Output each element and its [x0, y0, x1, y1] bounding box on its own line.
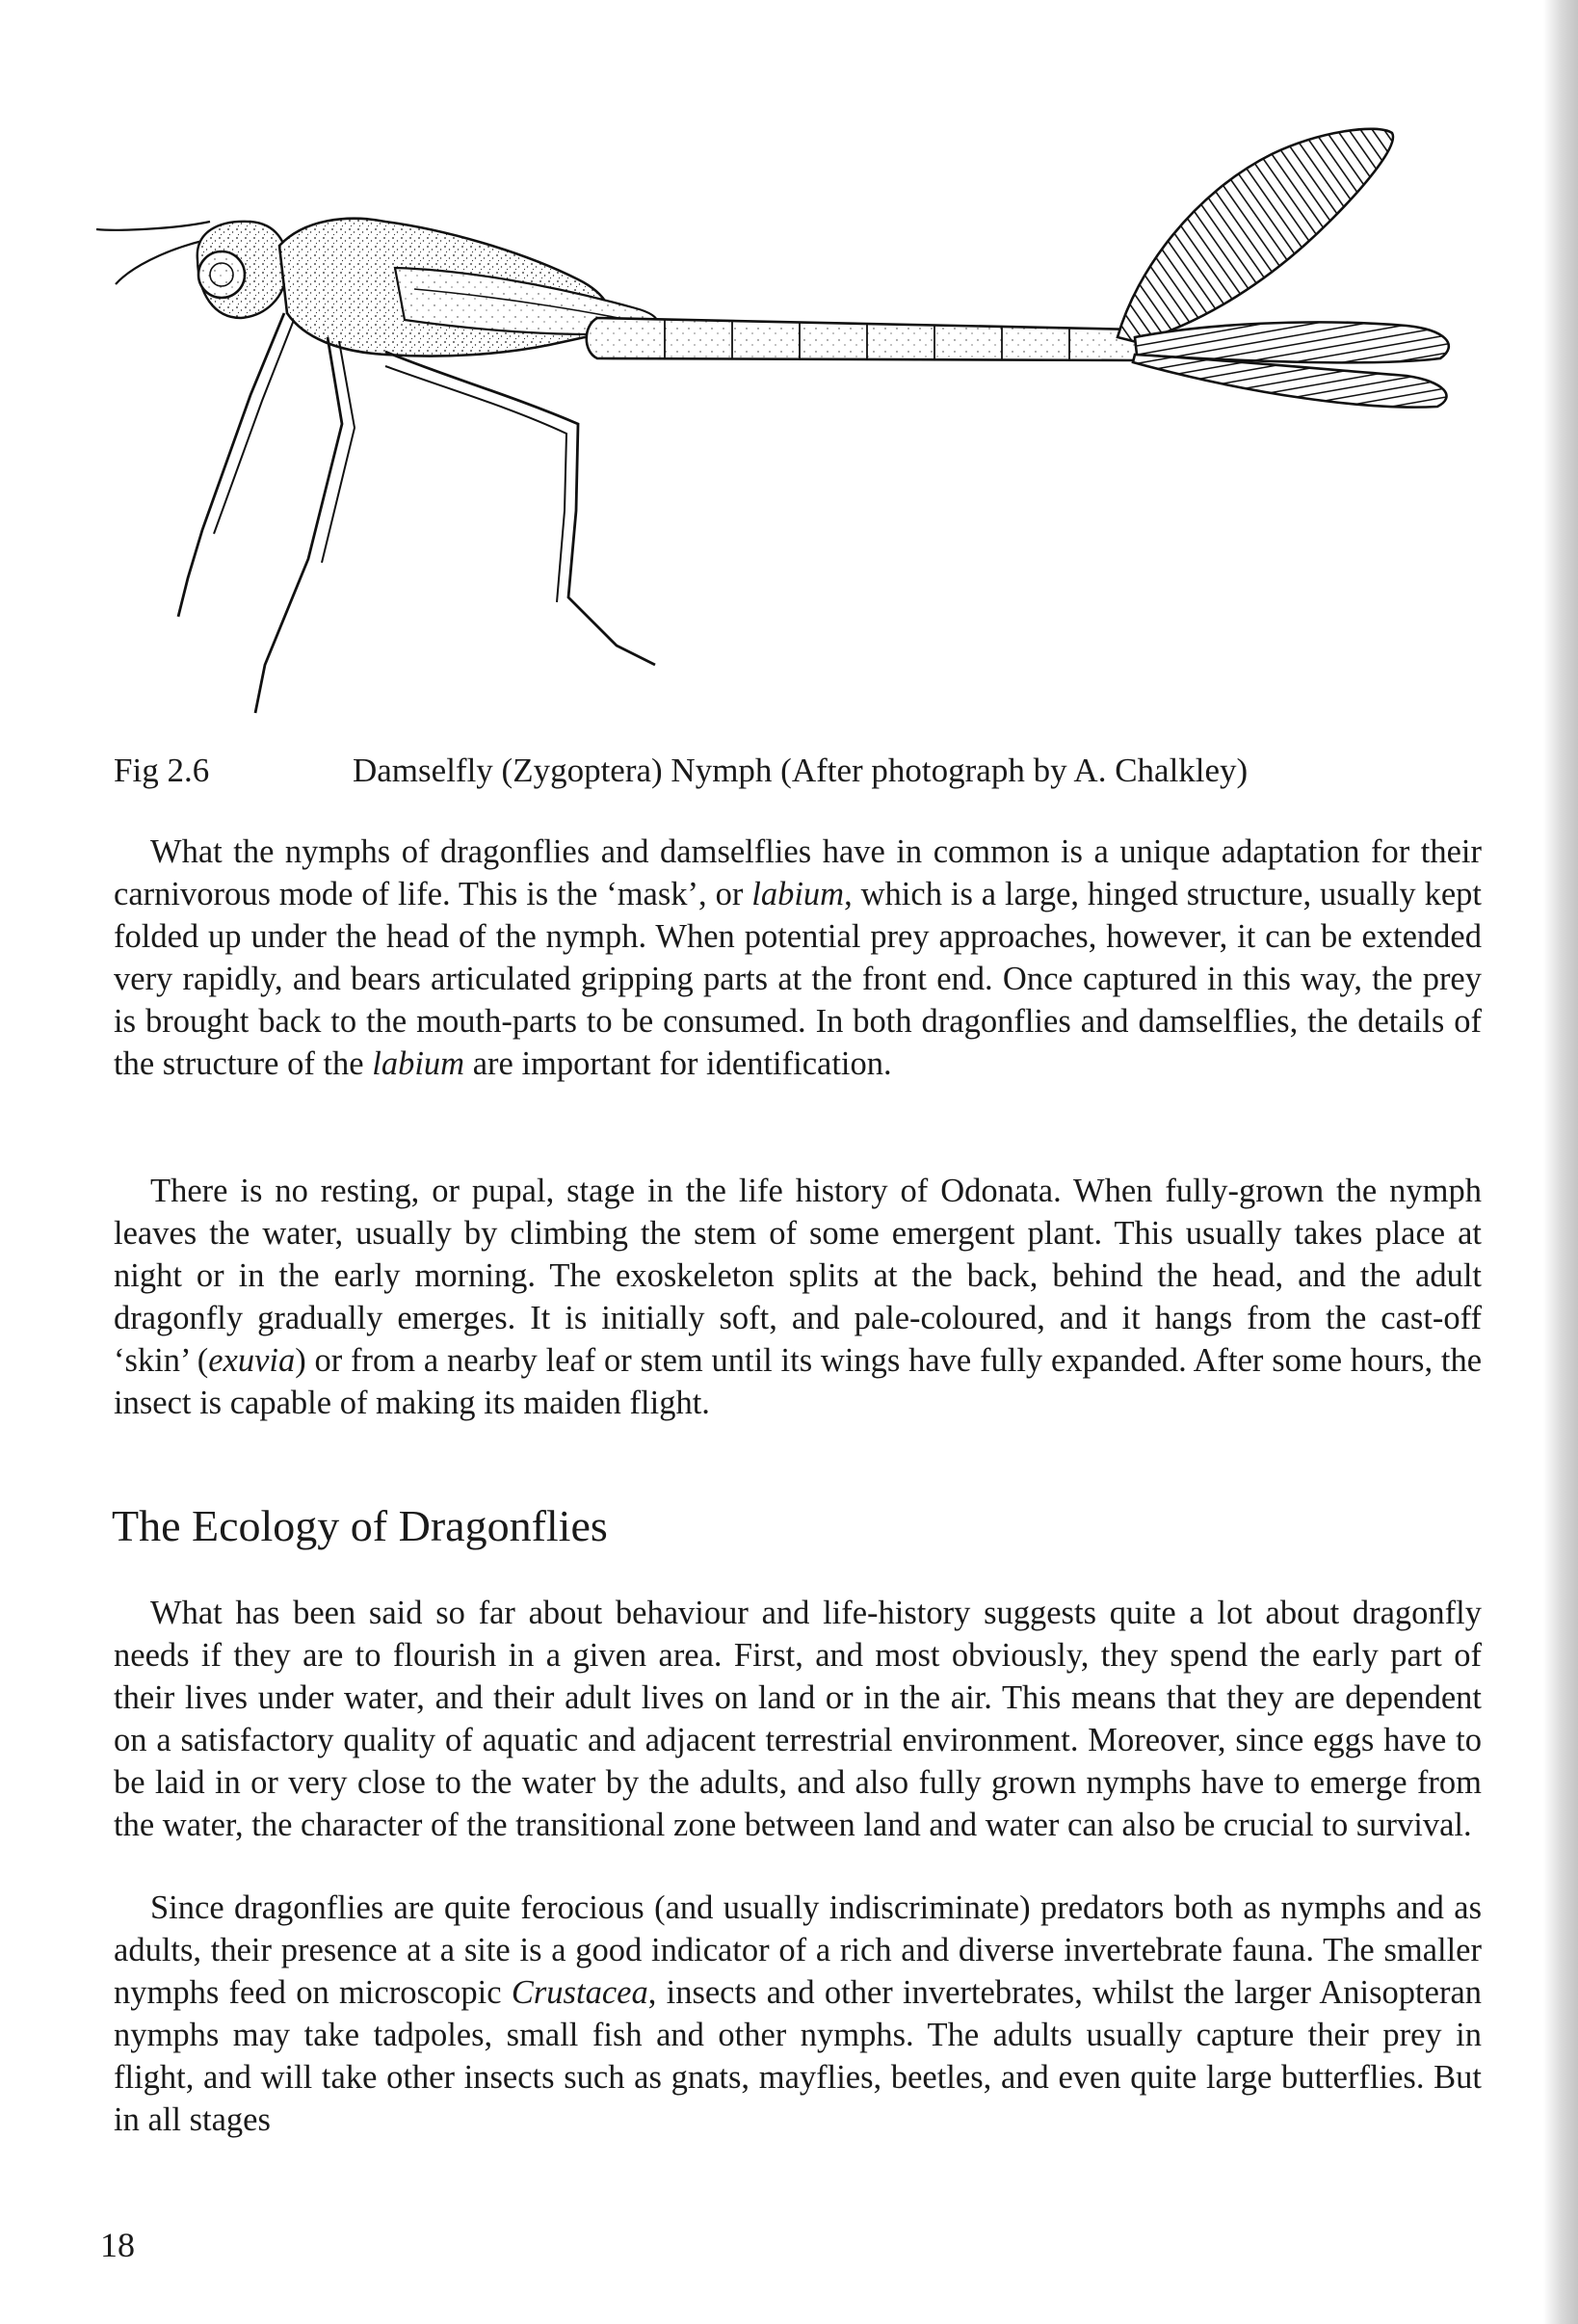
paragraph-ecology-needs: What has been said so far about behaviour and life-history suggests quite a lot about dragonfly needs if they are to flourish in a given area. First, and most obviously, they spend the early part of their lives under water, and their adult lives on land or in the air. This means that they are dependent on a satisfactory quality of aquatic and adjacent terrestrial environment. Moreover, since eggs have to be laid in or very close to the water by the adults, and also fully grown nymphs have to emerge from the water, the character of the transitional zone between land and water can also be crucial to survival.: [114, 1595, 1482, 1843]
italic-term-labium: labium: [751, 876, 845, 912]
page-number: 18: [100, 2226, 135, 2264]
italic-term-exuvia: exuvia: [208, 1342, 296, 1379]
figure-caption: [114, 750, 1462, 792]
figure-label: Fig 2.6: [114, 752, 210, 789]
figure-caption-text: Damselfly (Zygoptera) Nymph (After photograph by A. Chalkley): [353, 752, 1249, 789]
italic-term-crustacea: Crustacea: [511, 1974, 648, 2011]
section-heading: The Ecology of Dragonflies: [112, 1501, 608, 1550]
paragraph-predators: Since dragonflies are quite ferocious (and usually indiscriminate) predators both as nymphs and as adults, their presence at a site is a good indicator of a rich and diverse invertebrate fauna. The smaller nymphs feed on microscopic Crustacea, insects and other invertebrates, whilst the larger Anisopteran nymphs may take tadpoles, small fish and other nymphs. The adults usually capture their prey in flight, and will take other insects such as gnats, mayflies, beetles, and even quite large butterflies. But in all stages: [114, 1889, 1483, 2138]
damselfly-nymph-drawing-icon: [96, 106, 1484, 723]
italic-term-labium: labium: [372, 1045, 465, 1082]
paragraph-emergence: There is no resting, or pupal, stage in the life history of Odonata. When fully-grown the nymph leaves the water, usually by climbing the stem of some emergent plant. This usually takes place at night or in the early morning. The exoskeleton splits at the back, behind the head, and the adult dragonfly gradually emerges. It is initially soft, and pale-coloured, and it hangs from the cast-off ‘skin’ (exuvia) or from a nearby leaf or stem until its wings have fully expanded. After some hours, the insect is capable of making its maiden flight.: [114, 1173, 1483, 1421]
page-edge-shadow: [1543, 0, 1578, 2324]
figure-illustration: [96, 106, 1484, 723]
paragraph-mask-labium: What the nymphs of dragonflies and damselflies have in common is a unique adaptation for their carnivorous mode of life. This is the ‘mask’, or labium, which is a large, hinged structure, usually kept folded up under the head of the nymph. When potential prey approaches, however, it can be extended very rapidly, and bears articulated gripping parts at the front end. Once captured in this way, the prey is brought back to the mouth-parts to be consumed. In both dragonflies and damselflies, the details of the structure of the labium are important for identification.: [114, 833, 1482, 1082]
